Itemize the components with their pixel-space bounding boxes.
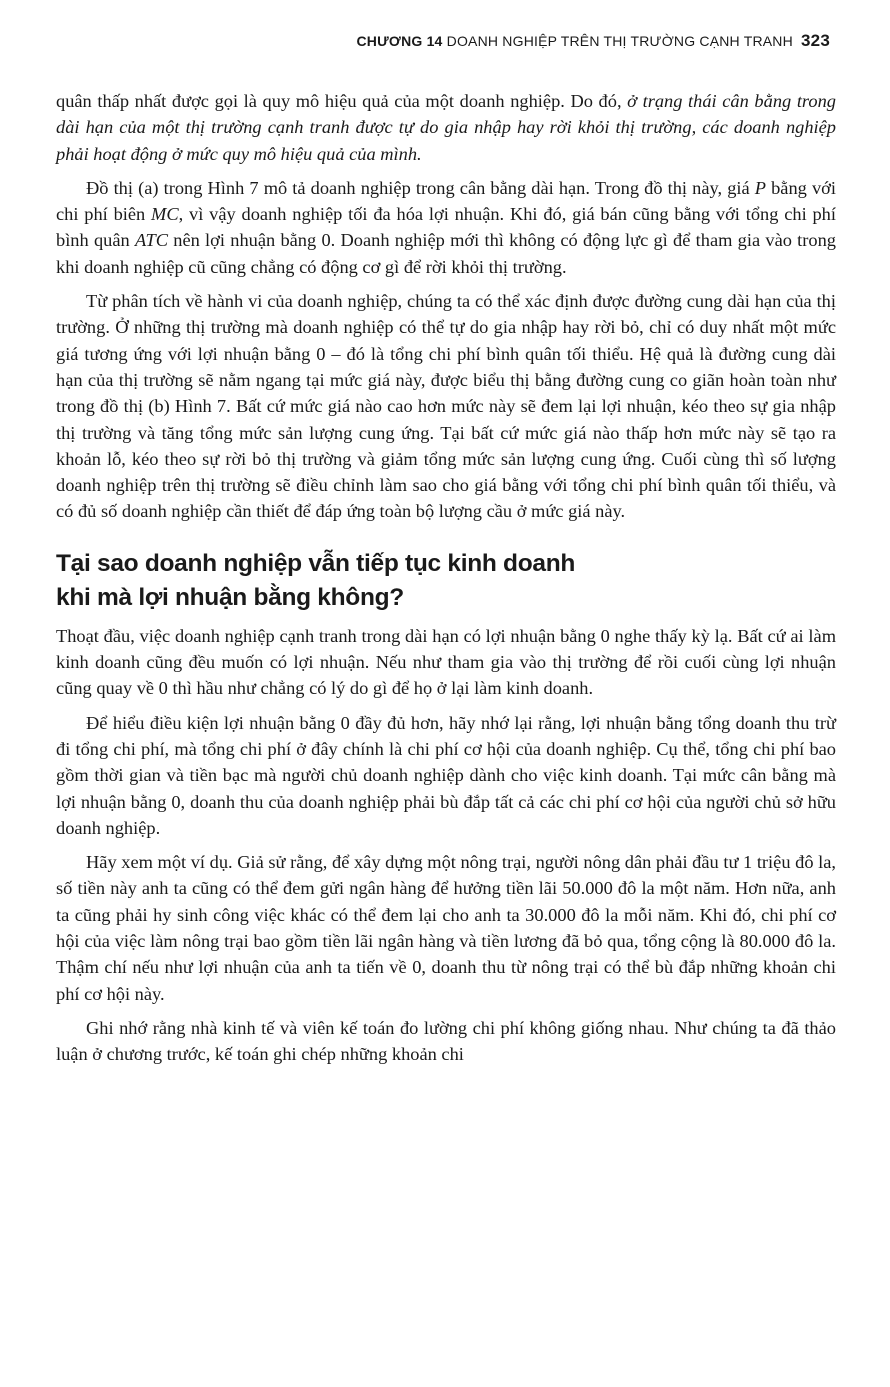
page-number: 323: [801, 31, 830, 50]
paragraph-long-run-supply: Từ phân tích về hành vi của doanh nghiệp, chúng ta có thể xác định được đường cung dài hạn của thị trường. Ở những thị trường mà doanh nghiệp có thể tự do gia nhập hay rời bỏ, chỉ có duy nhất một mức giá tương ứng với lợi nhuận bằng 0 – đó là tổng chi phí bình quân tối thiểu. Hệ quả là đường cung dài hạn của thị trường sẽ nằm ngang tại mức giá này, được biểu thị bằng đường cung co giãn hoàn toàn như trong đồ thị (b) Hình 7. Bất cứ mức giá nào cao hơn mức này sẽ đem lại lợi nhuận, kéo theo sự gia nhập thị trường và tăng tổng mức sản lượng cung ứng. Tại bất cứ mức giá nào thấp hơn mức này sẽ tạo ra khoản lỗ, kéo theo sự rời bỏ thị trường và giảm tổng mức sản lượng cung ứng. Cuối cùng thì số lượng doanh nghiệp trên thị trường sẽ điều chỉnh làm sao cho giá bằng với tổng chi phí bình quân tối thiểu, và có đủ số doanh nghiệp cần thiết để đáp ứng toàn bộ lượng cầu ở mức giá này.: [56, 291, 836, 522]
paragraph-figure-7a: [56, 175, 836, 280]
symbol-marginal-cost: MC: [151, 204, 179, 225]
text-run: , vì vậy doanh nghiệp tối đa hóa lợi nhuận. Khi đó, giá bán cũng bằng với tổng chi phí bình quân: [56, 204, 836, 251]
symbol-price: P: [754, 177, 766, 198]
paragraph-accounting: Ghi nhớ rằng nhà kinh tế và viên kế toán đo lường chi phí không giống nhau. Như chúng ta đã thảo luận ở chương trước, kế toán ghi chép những khoản chi: [56, 1017, 836, 1065]
paragraph-opportunity-cost: Để hiểu điều kiện lợi nhuận bằng 0 đầy đủ hơn, hãy nhớ lại rằng, lợi nhuận bằng tổng doanh thu trừ đi tổng chi phí, mà tổng chi phí ở đây chính là chi phí cơ hội của doanh nghiệp. Cụ thể, tổng chi phí bao gồm thời gian và tiền bạc mà người chủ doanh nghiệp dành cho việc kinh doanh. Tại mức cân bằng mà lợi nhuận bằng 0, doanh thu của doanh nghiệp phải bù đắp tất cả các chi phí cơ hội của người chủ sở hữu doanh nghiệp.: [56, 712, 836, 838]
paragraph-zero-profit-intro: Thoạt đầu, việc doanh nghiệp cạnh tranh trong dài hạn có lợi nhuận bằng 0 nghe thấy kỳ lạ. Bất cứ ai làm kinh doanh cũng đều muốn có lợi nhuận. Nếu như tham gia vào thị trường để rồi cuối cùng lợi nhuận cũng quay về 0 thì hầu như chẳng có lý do gì để họ ở lại làm kinh doanh.: [56, 625, 836, 699]
paragraph-continued: [56, 88, 836, 167]
section-heading: [56, 547, 836, 615]
text-run: Đồ thị (a) trong Hình 7 mô tả doanh nghiệp trong cân bằng dài hạn. Trong đồ thị này, giá: [86, 177, 755, 198]
running-header: [357, 31, 831, 51]
chapter-label: CHƯƠNG 14: [356, 33, 443, 49]
section-heading-line-2: khi mà lợi nhuận bằng không?: [56, 583, 404, 611]
text-run: nên lợi nhuận bằng 0. Doanh nghiệp mới thì không có động lực gì để tham gia vào trong khi doanh nghiệp cũ cũng chẳng có động cơ gì để rời khỏi thị trường.: [56, 230, 837, 277]
section-heading-line-1: Tại sao doanh nghiệp vẫn tiếp tục kinh doanh: [56, 549, 576, 577]
paragraph-farm-example: Hãy xem một ví dụ. Giả sử rằng, để xây dựng một nông trại, người nông dân phải đầu tư 1 triệu đô la, số tiền này anh ta cũng có thể đem gửi ngân hàng để hưởng tiền lãi 50.000 đô la một năm. Hơn nữa, anh ta cũng phải hy sinh công việc khác có thể đem lại cho anh ta 30.000 đô la mỗi năm. Khi đó, chi phí cơ hội của việc làm nông trại bao gồm tiền lãi ngân hàng và tiền lương đã bỏ qua, tổng cộng là 80.000 đô la. Thậm chí nếu như lợi nhuận của anh ta tiến về 0, doanh thu từ nông trại có thể bù đắp những khoản chi phí cơ hội này.: [56, 852, 836, 1004]
text-run: bằng với chi phí biên: [56, 177, 836, 225]
paragraph-text: quân thấp nhất được gọi là quy mô hiệu quả của một doanh nghiệp. Do đó,: [56, 91, 628, 111]
chapter-title: DOANH NGHIỆP TRÊN THỊ TRƯỜNG CẠNH TRANH: [446, 33, 793, 49]
italic-emphasis: ở trạng thái cân bằng trong dài hạn của một thị trường cạnh tranh được tự do gia nhập hay rời khỏi thị trường, các doanh nghiệp phải hoạt động ở mức quy mô hiệu quả của mình.: [56, 91, 836, 164]
symbol-average-total-cost: ATC: [134, 230, 168, 251]
body-text: [56, 88, 836, 1076]
